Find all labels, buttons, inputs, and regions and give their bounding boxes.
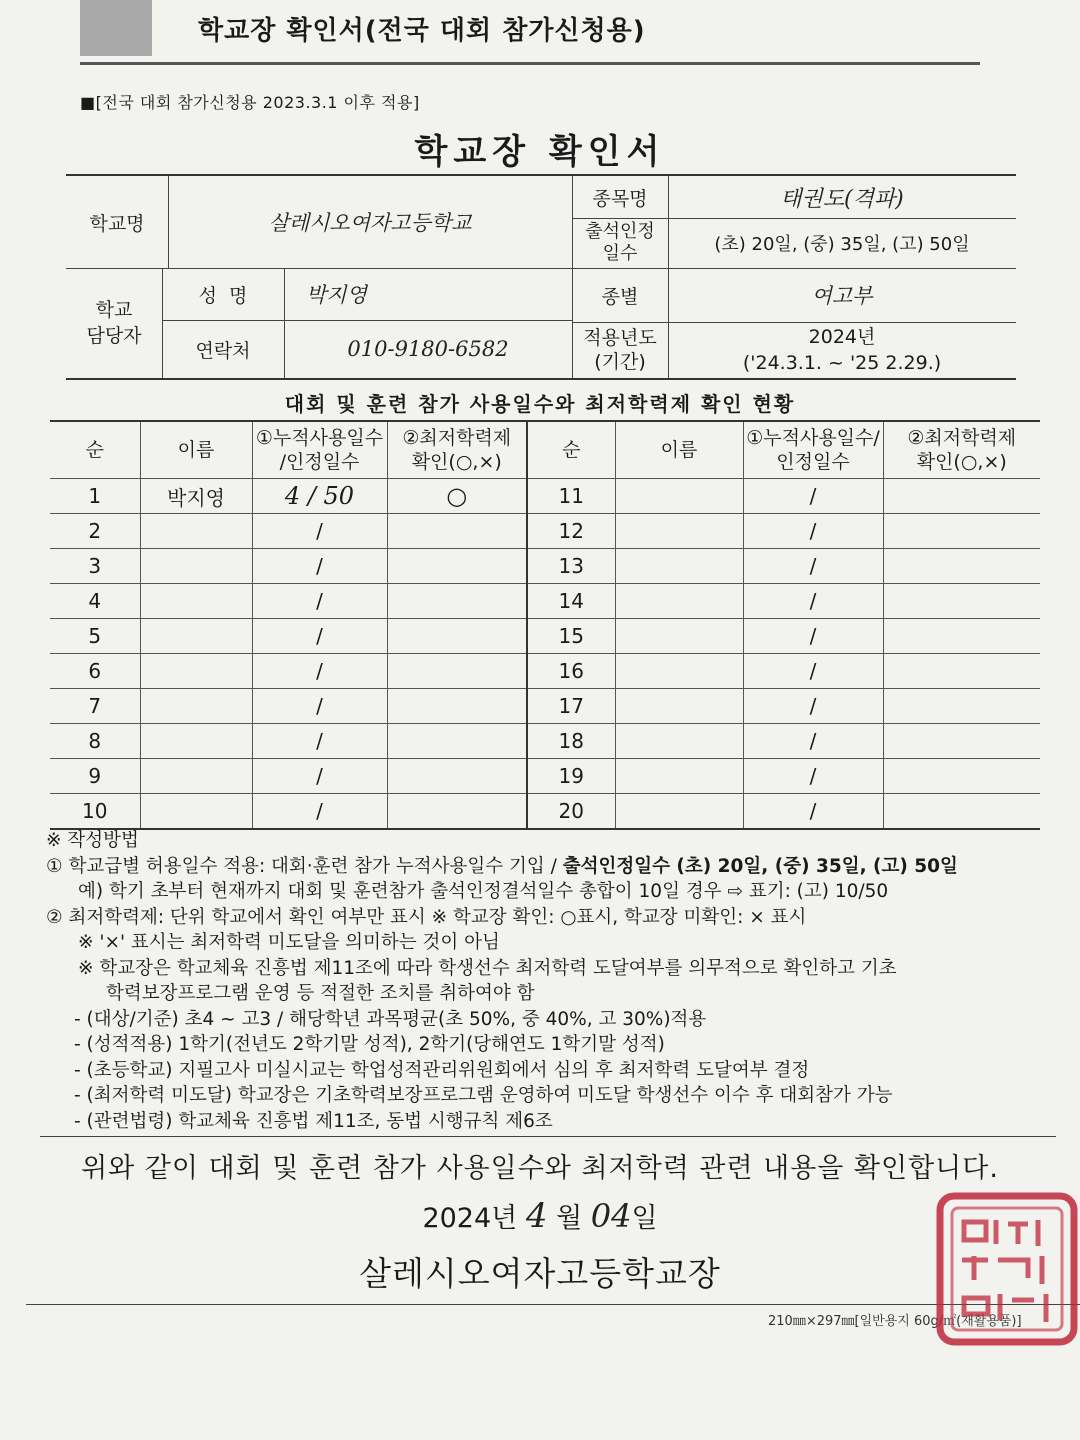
athlete-name	[140, 619, 252, 654]
athlete-name-right	[615, 514, 743, 549]
notes-heading: ※ 작성방법	[46, 830, 139, 851]
table-row	[50, 724, 1040, 759]
row-number: 9	[50, 759, 140, 794]
note-1-bold: 출석인정일수 (초) 20일, (중) 35일, (고) 50일	[562, 855, 958, 877]
min-achievement-right	[883, 479, 1040, 514]
used-days: /	[252, 584, 387, 619]
used-days: /	[252, 759, 387, 794]
used-days-right: /	[743, 794, 883, 830]
row-number-right: 20	[527, 794, 615, 830]
table-row	[50, 514, 1040, 549]
date-month: 4	[525, 1196, 548, 1236]
instructions	[46, 828, 1056, 1134]
athlete-name	[140, 549, 252, 584]
row-number-right: 11	[527, 479, 615, 514]
note-1-text: ① 학교급별 허용일수 적용: 대회·훈련 참가 누적사용일수 기입 /	[46, 855, 563, 877]
min-achievement	[387, 514, 527, 549]
detail-2: - (성적적용) 1학기(전년도 2학기말 성적), 2학기(당해연도 1학기말 성적)	[74, 1034, 665, 1055]
row-number-right: 12	[527, 514, 615, 549]
used-days-right: /	[743, 584, 883, 619]
row-number: 8	[50, 724, 140, 759]
banner-title: 학교장 확인서(전국 대회 참가신청용)	[198, 16, 646, 46]
row-number: 10	[50, 794, 140, 830]
signing-date	[0, 1196, 1080, 1236]
participation-table	[50, 420, 1040, 830]
detail-5: - (관련법령) 학교체육 진흥법 제11조, 동법 시행규칙 제6조	[74, 1110, 553, 1132]
row-number: 5	[50, 619, 140, 654]
applied-period-value: ('24.3.1. ~ '25 2.29.)	[742, 352, 942, 374]
used-days: /	[252, 549, 387, 584]
used-days: 4 / 50	[252, 479, 387, 514]
table-row	[50, 794, 1040, 830]
manager-name-label: 성 명	[198, 284, 248, 307]
school-manager-label: 학교 담당자	[86, 299, 142, 347]
min-achievement-right	[883, 619, 1040, 654]
athlete-name	[140, 759, 252, 794]
detail-4: - (최저학력 미도달) 학교장은 기초학력보장프로그램 운영하여 미도달 학생선수 이수 후 대회참가 가능	[74, 1085, 893, 1106]
athlete-name	[140, 689, 252, 724]
note-2c: 학력보장프로그램 운영 등 적절한 조치를 취하여야 함	[106, 983, 535, 1004]
athlete-name-right	[615, 689, 743, 724]
athlete-name-right	[615, 584, 743, 619]
used-days: /	[252, 654, 387, 689]
paper-spec: 210㎜×297㎜[일반용지 60g/㎡(재활용품)]	[768, 1314, 1022, 1329]
document-title: 학교장 확인서	[414, 132, 666, 172]
row-number: 4	[50, 584, 140, 619]
note-1	[46, 854, 1056, 880]
note-2: ② 최저학력제: 단위 학교에서 확인 여부만 표시 ※ 학교장 확인: ○표시, 학교장 미확인: × 표시	[46, 906, 807, 928]
table-row	[50, 584, 1040, 619]
table-row	[50, 549, 1040, 584]
min-achievement-right	[883, 549, 1040, 584]
used-days: /	[252, 619, 387, 654]
header-name-right: 이름	[615, 421, 743, 479]
detail-1: - (대상/기준) 초4 ~ 고3 / 해당학년 과목평균(초 50%, 중 40%, 고 30%)적용	[74, 1008, 707, 1030]
row-number: 7	[50, 689, 140, 724]
used-days-right: /	[743, 514, 883, 549]
used-days-right: /	[743, 759, 883, 794]
applied-year-cell	[668, 322, 1016, 378]
category-value: 여고부	[811, 284, 873, 308]
min-achievement	[387, 689, 527, 724]
table-row	[50, 689, 1040, 724]
info-grid	[66, 174, 1016, 380]
sport-value: 태권도(격파)	[780, 186, 904, 212]
athlete-name: 박지영	[140, 479, 252, 514]
attendance-days-value: (초) 20일, (중) 35일, (고) 50일	[714, 234, 970, 255]
min-achievement	[387, 654, 527, 689]
used-days-right: /	[743, 479, 883, 514]
confirmation-statement: 위와 같이 대회 및 훈련 참가 사용일수와 최저학력 관련 내용을 확인합니다.	[81, 1153, 999, 1184]
min-achievement	[387, 759, 527, 794]
row-number-right: 15	[527, 619, 615, 654]
applied-year-label: 적용년도 (기간)	[583, 327, 657, 373]
row-number-right: 18	[527, 724, 615, 759]
header-min-achievement-right: ②최저학력제 확인(○,×)	[883, 421, 1040, 479]
school-name-value: 살레시오여자고등학교	[268, 211, 472, 235]
applied-year-value: 2024년	[808, 326, 876, 348]
athlete-name-right	[615, 724, 743, 759]
min-achievement	[387, 549, 527, 584]
section-title: 대회 및 훈련 참가 사용일수와 최저학력제 확인 현황	[284, 392, 796, 416]
athlete-name	[140, 654, 252, 689]
table-row	[50, 654, 1040, 689]
athlete-name-right	[615, 479, 743, 514]
athlete-name	[140, 584, 252, 619]
min-achievement-right	[883, 689, 1040, 724]
divider-top	[40, 1136, 1056, 1137]
header-banner	[80, 0, 980, 65]
min-achievement-right	[883, 654, 1040, 689]
category-label: 종별	[601, 285, 639, 308]
header-seq-right: 순	[527, 421, 615, 479]
used-days-right: /	[743, 549, 883, 584]
header-days-right: ①누적사용일수/ 인정일수	[743, 421, 883, 479]
athlete-name	[140, 514, 252, 549]
athlete-name	[140, 794, 252, 830]
attendance-days-label: 출석인정 일수	[585, 221, 655, 264]
header-min-achievement: ②최저학력제 확인(○,×)	[387, 421, 527, 479]
min-achievement	[387, 794, 527, 830]
sport-label: 종목명	[592, 187, 648, 210]
athlete-name-right	[615, 654, 743, 689]
table-row	[50, 619, 1040, 654]
header-days: ①누적사용일수 /인정일수	[252, 421, 387, 479]
school-name-label: 학교명	[89, 212, 145, 235]
min-achievement: ○	[387, 479, 527, 514]
min-achievement	[387, 724, 527, 759]
manager-name-value: 박지영	[306, 283, 367, 307]
official-seal-icon	[934, 1190, 1080, 1350]
divider-bottom	[26, 1304, 1080, 1305]
banner-gray-block	[80, 0, 152, 56]
note-2b: ※ 학교장은 학교체육 진흥법 제11조에 따라 학생선수 최저학력 도달여부를 의무적으로 확인하고 기초	[78, 957, 897, 979]
table-header-row	[50, 421, 1040, 479]
note-1-example: 예) 학기 초부터 현재까지 대회 및 훈련참가 출석인정결석일수 총합이 10일 경우 ⇨ 표기: (고) 10/50	[78, 881, 889, 902]
date-day-unit: 일	[631, 1203, 658, 1234]
used-days: /	[252, 514, 387, 549]
row-number: 1	[50, 479, 140, 514]
contact-label: 연락처	[195, 339, 251, 362]
min-achievement-right	[883, 759, 1040, 794]
form-subnote: ■[전국 대회 참가신청용 2023.3.1 이후 적용]	[80, 93, 420, 112]
used-days: /	[252, 724, 387, 759]
contact-value: 010-9180-6582	[347, 337, 509, 361]
row-number-right: 13	[527, 549, 615, 584]
note-2a: ※ '×' 표시는 최저학력 미도달을 의미하는 것이 아님	[78, 932, 500, 953]
min-achievement-right	[883, 724, 1040, 759]
min-achievement	[387, 584, 527, 619]
min-achievement	[387, 619, 527, 654]
header-name: 이름	[140, 421, 252, 479]
athlete-name-right	[615, 619, 743, 654]
date-month-unit: 월	[556, 1203, 583, 1234]
athlete-name-right	[615, 759, 743, 794]
used-days-right: /	[743, 654, 883, 689]
table-row	[50, 479, 1040, 514]
row-number: 3	[50, 549, 140, 584]
athlete-name-right	[615, 794, 743, 830]
used-days-right: /	[743, 619, 883, 654]
date-day: 04	[590, 1197, 632, 1235]
row-number: 2	[50, 514, 140, 549]
header-seq: 순	[50, 421, 140, 479]
detail-3: - (초등학교) 지필고사 미실시교는 학업성적관리위원회에서 심의 후 최저학력 도달여부 결정	[74, 1059, 810, 1081]
row-number-right: 16	[527, 654, 615, 689]
min-achievement-right	[883, 794, 1040, 830]
min-achievement-right	[883, 514, 1040, 549]
row-number: 6	[50, 654, 140, 689]
row-number-right: 17	[527, 689, 615, 724]
min-achievement-right	[883, 584, 1040, 619]
used-days: /	[252, 794, 387, 830]
principal-signature-line: 살레시오여자고등학교장	[359, 1254, 721, 1293]
used-days-right: /	[743, 689, 883, 724]
row-number-right: 19	[527, 759, 615, 794]
date-year: 2024년	[422, 1203, 518, 1234]
table-row	[50, 759, 1040, 794]
athlete-name-right	[615, 549, 743, 584]
athlete-name	[140, 724, 252, 759]
used-days: /	[252, 689, 387, 724]
used-days-right: /	[743, 724, 883, 759]
row-number-right: 14	[527, 584, 615, 619]
